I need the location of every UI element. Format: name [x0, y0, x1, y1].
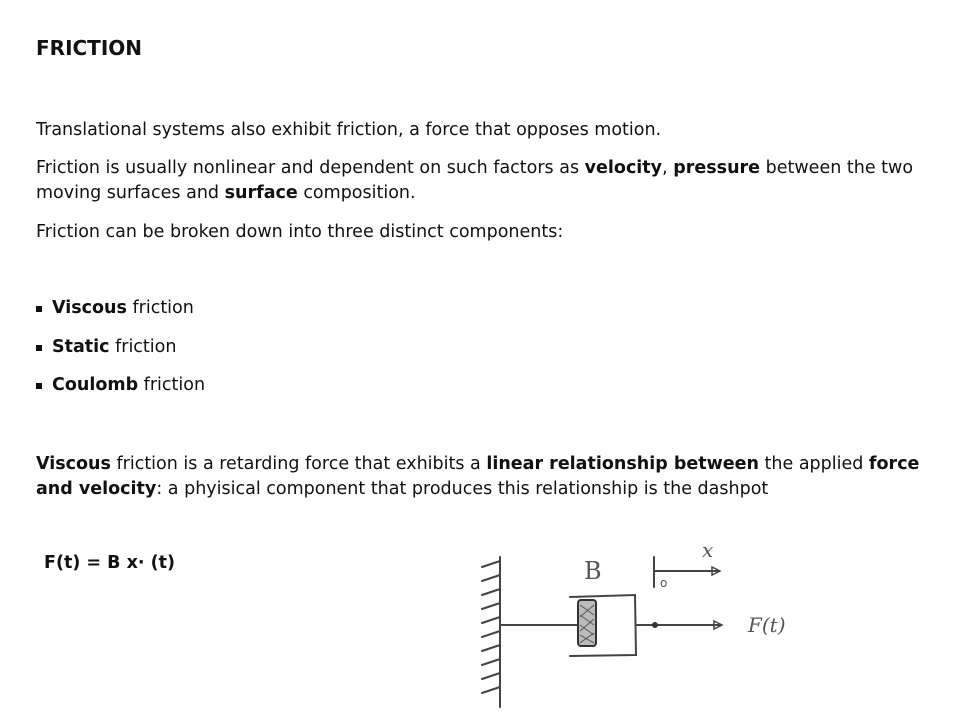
keyword-viscous: Viscous [36, 454, 111, 474]
nonlinear-paragraph [36, 156, 936, 206]
list-item [36, 335, 205, 374]
text-segment: composition. [297, 183, 416, 203]
force-point-dot [652, 622, 658, 628]
text-segment: : a phyisical component that produces this relationship is the dashpot [156, 479, 769, 499]
list-item [36, 373, 205, 412]
viscous-paragraph [36, 452, 936, 502]
components-paragraph: Friction can be broken down into three distinct components: [36, 222, 564, 242]
square-bullet-icon [36, 345, 42, 351]
list-item-text: Viscous friction [52, 298, 194, 318]
keyword-linear-relationship: linear relationship between [486, 454, 759, 474]
friction-types-list [36, 296, 205, 412]
wall-hatching-icon [482, 561, 500, 693]
text-segment: friction is a retarding force that exhibits a [110, 454, 487, 474]
keyword-velocity: velocity [584, 158, 663, 178]
list-item-text: Coulomb friction [52, 375, 206, 395]
dashpot-diagram [470, 535, 830, 715]
damper-label: B [584, 557, 602, 585]
force-label: F(t) [748, 613, 786, 637]
text-segment: Friction is usually nonlinear and dependent on such factors as [36, 158, 585, 178]
square-bullet-icon [36, 383, 42, 389]
origin-label: o [660, 576, 668, 590]
list-item [36, 296, 205, 335]
list-item-text: Static friction [52, 336, 177, 357]
slide-title: FRICTION [36, 36, 143, 60]
keyword-force-velocity: force and velocity [36, 454, 920, 499]
displacement-label: x [702, 538, 714, 562]
text-segment: the applied [758, 454, 869, 474]
text-segment: between the two moving surfaces and [36, 158, 914, 203]
square-bullet-icon [36, 306, 42, 312]
intro-paragraph: Translational systems also exhibit friction, a force that opposes motion. [36, 120, 662, 140]
keyword-pressure: pressure [673, 158, 761, 178]
keyword-surface: surface [224, 183, 298, 203]
damper-formula: F(t) = B x· (t) [44, 553, 175, 573]
text-segment: , [662, 158, 674, 178]
